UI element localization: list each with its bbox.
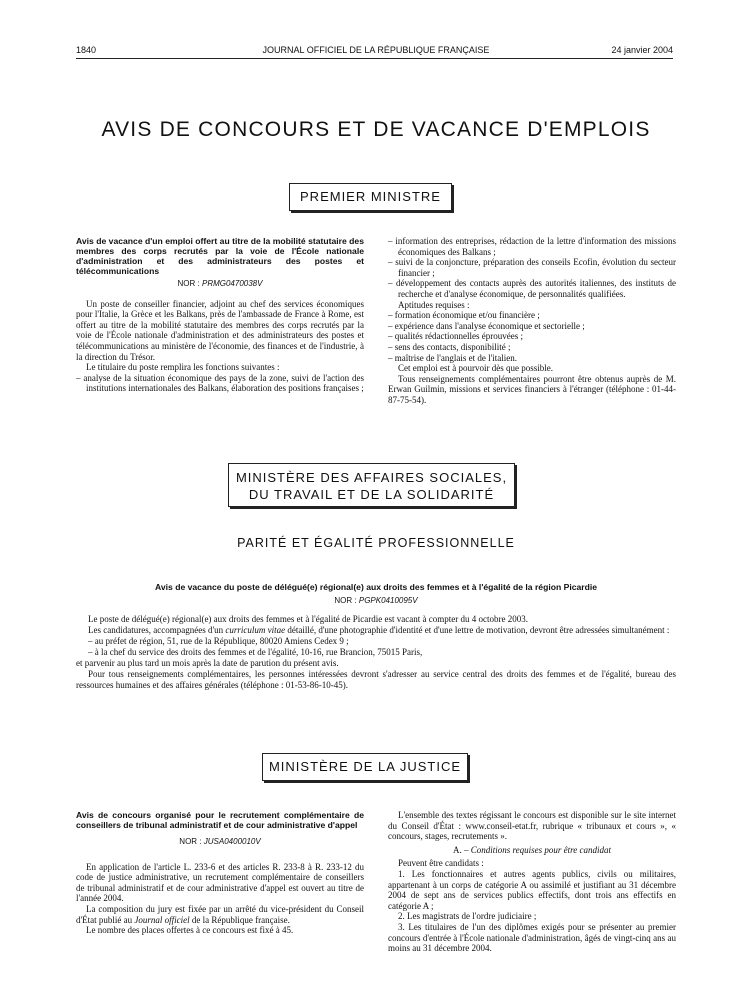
duty-item: – suivi de la conjoncture, préparation des conseils Ecofin, évolution du secteur financier ; bbox=[388, 257, 676, 278]
address-item: – au préfet de région, 51, rue de la République, 80020 Amiens Cedex 9 ; bbox=[88, 636, 349, 646]
paragraph: 1. Les fonctionnaires et autres agents publics, civils ou militaires, appartenant à un corps de catégorie A ou assimilé et justifiant au 31 décembre 2004 de sept ans de services publics effectifs, dont trois ans effectifs en catégorie A ; bbox=[388, 868, 676, 911]
article-parite-body bbox=[76, 614, 676, 691]
duty-item: – développement des contacts auprès des autorités italiennes, des instituts de recherche et d'analyse économique, de personnalités qualifiées. bbox=[388, 278, 676, 299]
paragraph: et parvenir au plus tard un mois après la date de parution du présent avis. bbox=[76, 658, 339, 668]
aptitude-item: – expérience dans l'analyse économique et sectorielle ; bbox=[388, 320, 585, 331]
nor-code: PRMG0470038V bbox=[201, 279, 263, 288]
aptitude-item: – formation économique et/ou financière ; bbox=[388, 310, 540, 321]
article-premier-ministre-left bbox=[76, 236, 364, 394]
text: détaillé, d'une photographie d'identité et d'une lettre de motivation, devront être adressées simultanément : bbox=[285, 625, 670, 635]
paragraph: Le nombre des places offertes à ce concours est fixé à 45. bbox=[86, 925, 294, 936]
nor-label: NOR : bbox=[179, 837, 202, 846]
paragraph: 2. Les magistrats de l'ordre judiciaire ; bbox=[398, 911, 537, 922]
header-rule bbox=[76, 58, 673, 59]
issue-date: 24 janvier 2004 bbox=[611, 45, 673, 55]
aptitudes-label: Aptitudes requises : bbox=[398, 299, 470, 310]
section-heading-line: MINISTÈRE DES AFFAIRES SOCIALES, bbox=[235, 470, 508, 485]
section-heading-line: DU TRAVAIL ET DE LA SOLIDARITÉ bbox=[248, 487, 495, 502]
paragraph: 3. Les titulaires de l'un des diplômes exigés pour se présenter au premier concours d'entrée à l'École nationale d'administration, âgés de vingt-cinq ans au moins au 31 décembre 2004. bbox=[388, 921, 676, 954]
nor-label: NOR : bbox=[334, 596, 357, 605]
article-justice-left bbox=[76, 810, 364, 936]
journal-title: JOURNAL OFFICIEL DE LA RÉPUBLIQUE FRANÇAISE bbox=[262, 45, 490, 55]
paragraph: L'ensemble des textes régissant le concours est disponible sur le site internet du Conseil d'État : www.conseil-etat.fr, rubrique « tribunaux et cours », « concours, stages, recrutements ». bbox=[388, 810, 676, 842]
duty-item: – information des entreprises, rédaction de la lettre d'information des missions économiques des Balkans ; bbox=[388, 236, 676, 257]
section-heading-text: MINISTÈRE DE LA JUSTICE bbox=[268, 759, 462, 774]
conditions-heading bbox=[388, 845, 676, 856]
article-title: Avis de vacance d'un emploi offert au titre de la mobilité statutaire des membres des corps recrutés par la voie de l'École nationale d'administration et des administrateurs des postes et télécommunications bbox=[76, 236, 364, 276]
section-heading-affaires-sociales bbox=[228, 463, 515, 507]
nor-code: PGPK0410095V bbox=[358, 596, 418, 605]
article-premier-ministre-right bbox=[388, 236, 676, 406]
text: Les candidatures, accompagnées d'un bbox=[88, 625, 226, 635]
section-heading-premier-ministre bbox=[289, 183, 452, 211]
paragraph: En application de l'article L. 233-6 et des articles R. 233-8 à R. 233-12 du code de justice administrative, un recrutement complémentaire de conseillers de tribunal administratif et de cour administrative d'appel est ouvert au titre de l'année 2004. bbox=[76, 861, 364, 904]
paragraph: Tous renseignements complémentaires pourront être obtenus auprès de M. Erwan Guilmin, missions et services financiers à l'étranger (téléphone : 01-44-87-75-54). bbox=[388, 373, 676, 405]
paragraph: Le titulaire du poste remplira les fonctions suivantes : bbox=[86, 362, 280, 373]
italic-text: Conditions requises pour être candidat bbox=[470, 844, 612, 855]
aptitude-item: – maîtrise de l'anglais et de l'italien. bbox=[388, 352, 517, 363]
subsection-heading: PARITÉ ET ÉGALITÉ PROFESSIONNELLE bbox=[237, 536, 515, 550]
aptitude-item: – qualités rédactionnelles éprouvées ; bbox=[388, 331, 523, 342]
address-item: – à la chef du service des droits des femmes et de l'égalité, 10-16, rue Brancion, 75015 Paris, bbox=[88, 647, 423, 657]
page-number: 1840 bbox=[76, 45, 97, 55]
article-title: Avis de concours organisé pour le recrutement complémentaire de conseillers de tribunal administratif et de cour administrative d'appel bbox=[76, 810, 364, 830]
paragraph: Le poste de délégué(e) régional(e) aux droits des femmes et à l'égalité de Picardie est vacant à compter du 4 octobre 2003. bbox=[88, 614, 528, 624]
nor-reference bbox=[76, 279, 364, 290]
italic-text: curriculum vitae bbox=[225, 625, 286, 635]
section-heading-justice bbox=[262, 753, 468, 781]
duty-item: – analyse de la situation économique des pays de la zone, suivi de l'action des institutions internationales des Balkans, élaboration des positions françaises ; bbox=[76, 372, 364, 394]
aptitude-item: – sens des contacts, disponibilité ; bbox=[388, 341, 511, 352]
text: A. – bbox=[452, 844, 471, 855]
article-justice-right bbox=[388, 810, 676, 954]
article-title: Avis de vacance du poste de délégué(e) régional(e) aux droits des femmes et à l'égalité de la région Picardie bbox=[154, 582, 598, 592]
paragraph: Cet emploi est à pourvoir dès que possible. bbox=[398, 363, 553, 374]
nor-reference bbox=[76, 596, 676, 605]
main-title: AVIS DE CONCOURS ET DE VACANCE D'EMPLOIS bbox=[101, 118, 651, 141]
text: de la République française. bbox=[189, 914, 290, 925]
paragraph bbox=[76, 904, 364, 925]
nor-label: NOR : bbox=[177, 279, 200, 288]
paragraph: Un poste de conseiller financier, adjoint au chef des services économiques pour l'Italie, la Grèce et les Balkans, près de l'ambassade de France à Rome, est offert au titre de la mobilité statutaire des membres des corps recrutés par la voie de l'École nationale d'administration et des administrateurs des postes et télécommunications au ministère de l'économie, des finances et de l'industrie, à la direction du Trésor. bbox=[76, 298, 364, 362]
paragraph: Pour tous renseignements complémentaires, les personnes intéressées devront s'adresser au service central des droits des femmes et de l'égalité, bureau des ressources humaines et des affaires générales (téléphone : 01-53-86-10-45). bbox=[76, 669, 676, 690]
italic-text: Journal officiel bbox=[134, 914, 190, 925]
nor-reference bbox=[76, 837, 364, 848]
nor-code: JUSA0400010V bbox=[203, 837, 261, 846]
section-heading-text: PREMIER MINISTRE bbox=[300, 189, 441, 204]
text: La composition du jury est fixée par un arrêté du vice-président du Conseil d'État publié au bbox=[76, 903, 364, 925]
paragraph bbox=[76, 625, 676, 636]
paragraph: Peuvent être candidats : bbox=[398, 858, 484, 869]
